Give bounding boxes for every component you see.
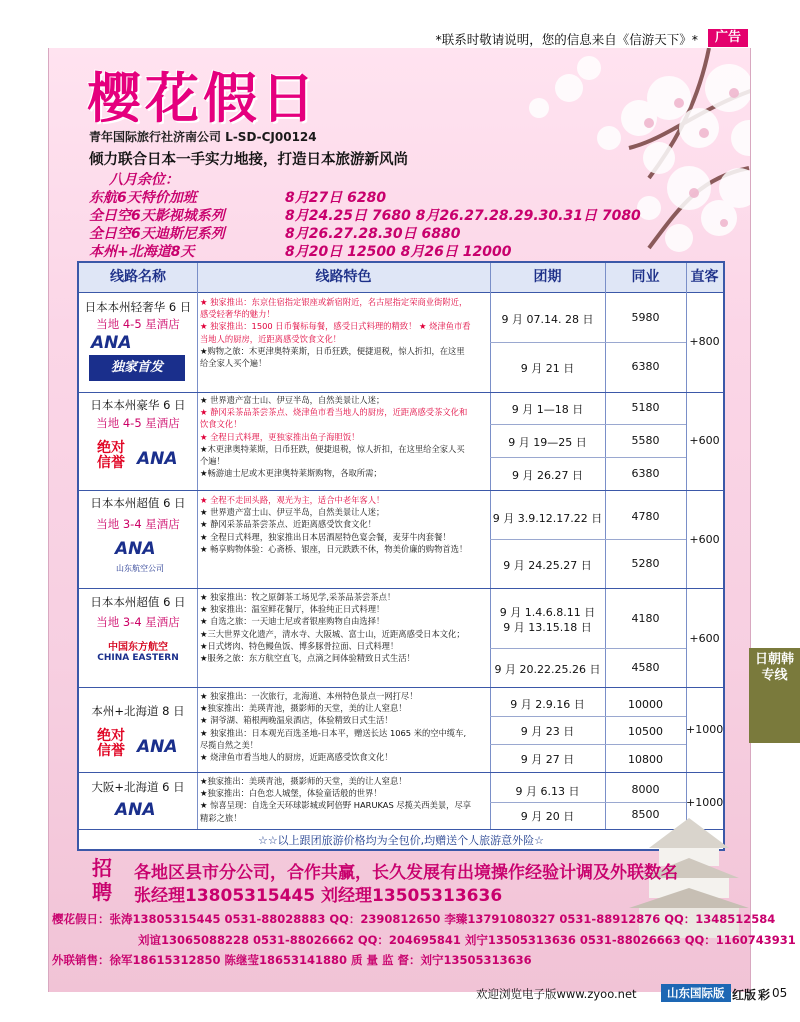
- col-header-route: 线路名称: [79, 263, 197, 293]
- footer-color: 彩: [758, 988, 771, 1002]
- peer-price: 10500: [628, 725, 663, 738]
- ana-logo: ANA: [115, 800, 156, 820]
- license-text: 青年国际旅行社济南公司 L-SD-CJ00124: [89, 130, 317, 144]
- contact-line-2: 刘谊13065088228 0531-88026662 QQ：204695841 刘宁13505313636 0531-88026663 QQ：1160743931: [138, 933, 796, 947]
- route-features: ★ 世界遗产富士山、伊豆半岛，自然美景让人迷； ★ 静冈采茶品茶尝茶点、烧津鱼市看当地人的厨房，近距离感受茶文化和 饮食文化！ ★ 全程日式料理，更独家推出鱼子海胆饭！ ★木更津奥特莱斯，日币狂跌，便捷退税，惊人折扣，在这里给全家人买 个遍！ ★畅游迪士尼或木更津奥特莱斯购物，各取所需；: [200, 395, 468, 479]
- tour-table: [77, 261, 725, 851]
- china-eastern-en: CHINA EASTERN: [97, 653, 179, 663]
- tour-date: 9 月 20.22.25.26 日: [494, 663, 601, 676]
- contact-line-3: 外联销售：徐军18615312850 陈继莹18653141880 质 量 监 督：刘宁13505313636: [52, 953, 532, 967]
- recruit-line-1: 各地区县市分公司，合作共赢，长久发展有出境操作经验计调及外联数名: [134, 863, 678, 883]
- footer-red-edition: 红版: [732, 988, 757, 1002]
- col-header-features: 线路特色: [197, 263, 490, 293]
- col-header-direct: 直客: [686, 263, 723, 293]
- china-eastern-logo: 中国东方航空: [108, 642, 168, 653]
- departure-item: 全日空6天影视城系列 8月24.25日 7680 8月26.27.28.29.30.31日 7080: [89, 208, 641, 224]
- hotel-level: 当地 3-4 星酒店: [96, 517, 180, 531]
- departure-item: 全日空6天迪斯尼系列 8月26.27.28.30日 6880: [89, 226, 461, 242]
- august-label: 八月余位：: [109, 172, 179, 188]
- direct-markup: +600: [689, 434, 720, 447]
- route-features: ★ 独家推出：一次旅行，北海道、本州特色景点一网打尽！ ★独家推出：美瑛青池，摄影师的天堂，美的让人窒息！ ★ 洞爷湖、箱根两晚温泉酒店，体验精致日式生活！ ★ 独家推出：日本观光百选圣地-日本平，赠送长达 1065 米的空中缆车, 尽揽自然之美！ ★ 烧津鱼市看当地人的厨房，近距离感受饮食文化！: [200, 691, 467, 763]
- peer-price: 4180: [631, 612, 660, 625]
- route-name: 日本本州超值 6 日: [90, 595, 186, 609]
- route-features: ★ 全程不走回头路，观光为主，适合中老年客人！ ★ 世界遗产富士山、伊豆半岛，自然美景让人迷； ★ 静冈采茶品茶尝茶点、近距离感受饮食文化！ ★ 全程日式料理，独家推出日本居酒屋特色宴会餐，麦芽牛肉套餐！ ★ 畅享购物体验：心斋桥、银座，日元跌跌不休，物美价廉的购物首选！: [200, 495, 468, 554]
- page-number: 05: [772, 986, 788, 1000]
- route-name: 本州+北海道 8 日: [91, 704, 185, 718]
- slogan: 倾力联合日本一手实力地接，打造日本旅游新风尚: [89, 152, 408, 168]
- col-header-dates: 团期: [490, 263, 605, 293]
- peer-price: 5280: [631, 557, 660, 570]
- tour-date: 9 月 07.14. 28 日: [501, 313, 594, 326]
- direct-markup: +600: [689, 632, 720, 645]
- exclusive-launch-logo: 独家首发: [89, 355, 185, 381]
- peer-price: 8500: [631, 808, 660, 821]
- trust-logo: 绝对信誉: [97, 728, 125, 759]
- tour-date: 9 月 1.4.6.8.11 日: [499, 606, 596, 619]
- table-footnote: ☆☆以上跟团旅游价格均为全包价,均赠送个人旅游意外险☆: [257, 834, 545, 847]
- side-tab: [749, 648, 800, 743]
- hotel-level: 当地 4-5 星酒店: [96, 416, 180, 430]
- peer-price: 6380: [631, 360, 660, 373]
- tour-date: 9 月 21 日: [520, 362, 575, 375]
- route-name: 大阪+北海道 6 日: [91, 780, 185, 794]
- tour-date: 9 月 27 日: [520, 753, 575, 766]
- peer-price: 10000: [628, 698, 663, 711]
- peer-price: 10800: [628, 753, 663, 766]
- departure-item: 本州+北海道8天 8月20日 12500 8月26日 12000: [89, 244, 512, 260]
- footer-edition: 山东国际版: [661, 984, 731, 1002]
- route-features: ★ 独家推出：牧之原御茶工场见学,采茶品茶尝茶点！ ★ 独家推出：温室鲜花餐厅，体验纯正日式料理！ ★ 自选之旅：一天迪士尼或者银座购物自由选择！ ★三大世界文化遗产，清水寺、大阪城、富士山，近距离感受日本文化； ★日式烤肉、特色鳗鱼饭、博多豚骨拉面、日式料理！ ★服务之旅：东方航空直飞，点滴之间体验精致日式生活！: [200, 592, 465, 664]
- peer-price: 5580: [631, 434, 660, 447]
- direct-markup: +600: [689, 533, 720, 546]
- route-name: 日本本州轻奢华 6 日: [84, 300, 192, 314]
- col-header-peer: 同业: [605, 263, 686, 293]
- peer-price: 8000: [631, 783, 660, 796]
- ad-panel: [48, 48, 751, 992]
- hotel-level: 当地 3-4 星酒店: [96, 615, 180, 629]
- tour-date: 9 月 13.15.18 日: [503, 621, 592, 634]
- tour-date: 9 月 24.25.27 日: [503, 559, 592, 572]
- tour-date: 9 月 1—18 日: [511, 403, 584, 416]
- tour-date: 9 月 26.27 日: [512, 469, 583, 482]
- footer-welcome: 欢迎浏览电子版www.zyoo.net: [476, 987, 637, 1001]
- tour-date: 9 月 19—25 日: [508, 436, 587, 449]
- route-name: 日本本州豪华 6 日: [90, 398, 186, 412]
- route-name: 日本本州超值 6 日: [90, 496, 186, 510]
- ana-logo: ANA: [137, 449, 178, 469]
- peer-price: 5180: [631, 401, 660, 414]
- peer-price: 4780: [631, 510, 660, 523]
- peer-price: 6380: [631, 467, 660, 480]
- contact-line-1: 樱花假日：张涛13805315445 0531-88028883 QQ：2390812650 李臻13791080327 0531-88912876 QQ：1348512584: [52, 912, 776, 926]
- departure-item: 东航6天特价加班 8月27日 6280: [89, 190, 387, 206]
- recruit-line-2: 张经理13805315445 刘经理13505313636: [134, 886, 503, 906]
- ana-logo: ANA: [115, 539, 156, 559]
- contact-note: *联系时敬请说明，您的信息来自《信游天下》*: [435, 32, 698, 47]
- direct-markup: +1000: [686, 723, 724, 736]
- ad-badge: 广告: [708, 29, 748, 47]
- side-tab-label: 日朝韩专线: [754, 652, 794, 683]
- route-features: ★ 独家推出：东京住宿指定银座或新宿附近，名古屋指定荣商业街附近， 感受轻奢华的魅力！ ★ 独家推出：1500 日币餐标每餐，感受日式料理的精致！ ★ 烧津鱼市看 当地人的厨房，近距离感受饮食文化！ ★购物之旅：木更津奥特莱斯，日币狂跌，便捷退税，惊人折扣，在这里 给全家人买个遍！: [200, 297, 471, 369]
- direct-markup: +1000: [686, 796, 724, 809]
- tour-date: 9 月 2.9.16 日: [510, 698, 585, 711]
- tour-date: 9 月 20 日: [520, 810, 575, 823]
- page-header: [0, 0, 800, 48]
- tour-date: 9 月 6.13 日: [515, 785, 580, 798]
- peer-price: 4580: [631, 661, 660, 674]
- ana-logo: ANA: [137, 737, 178, 757]
- recruit-mark: 招聘: [92, 856, 112, 904]
- page-footer: [0, 980, 800, 1022]
- tour-date: 9 月 3.9.12.17.22 日: [492, 512, 603, 525]
- route-features: ★独家推出：美瑛青池，摄影师的天堂，美的让人窒息！ ★独家推出：白色恋人城堡，体验童话般的世界！ ★ 惊喜呈现：自选全天环球影城或阿倍野 HARUKAS 尽揽关西美景，尽享 精彩之旅！: [200, 776, 472, 823]
- direct-markup: +800: [689, 335, 720, 348]
- hotel-level: 当地 4-5 星酒店: [96, 317, 180, 331]
- ana-logo: ANA: [91, 333, 132, 353]
- shandong-airlines-logo: 山东航空公司: [116, 564, 164, 573]
- tour-date: 9 月 23 日: [520, 725, 575, 738]
- brand-title: 樱花假日: [87, 66, 319, 130]
- trust-logo: 绝对信誉: [97, 440, 125, 471]
- peer-price: 5980: [631, 311, 660, 324]
